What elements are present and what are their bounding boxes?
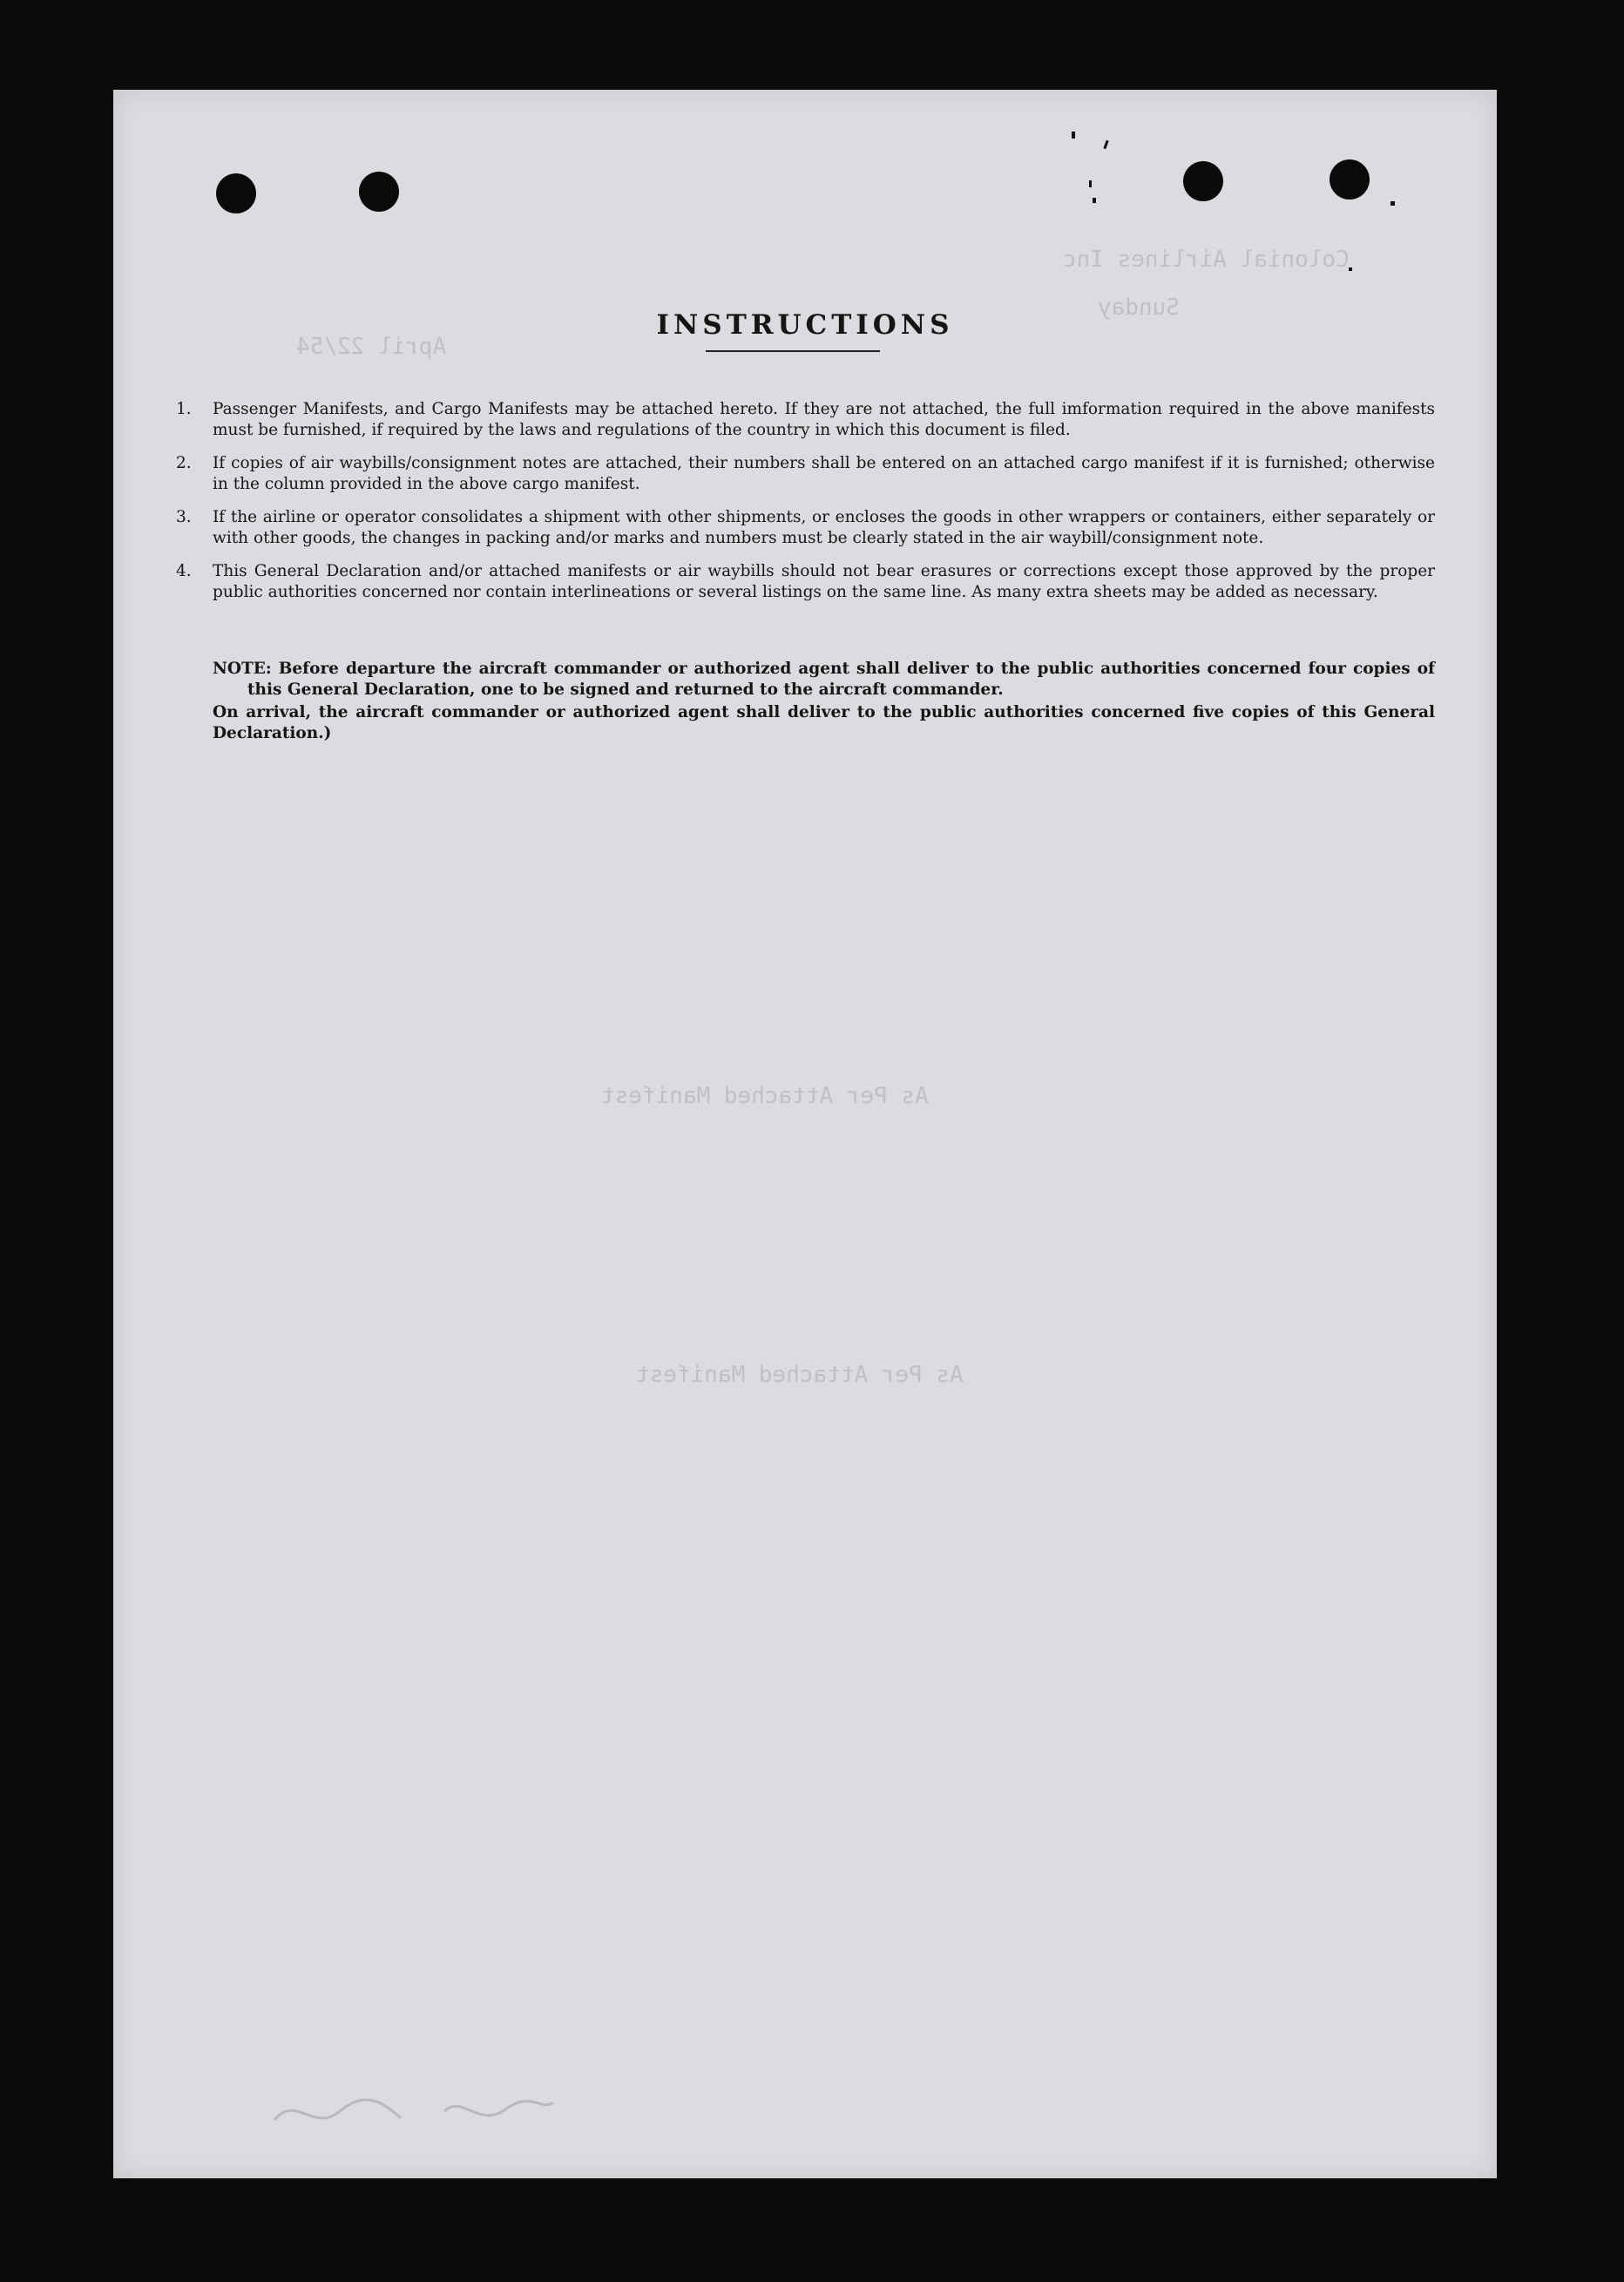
bleed-through-text: April 22/54 <box>296 334 447 360</box>
note-label: NOTE: <box>213 660 272 678</box>
instructions-heading: INSTRUCTIONS <box>656 309 954 341</box>
instruction-number: 2. <box>176 454 192 472</box>
punch-hole-left-2 <box>359 172 399 212</box>
instruction-number: 3. <box>176 508 192 526</box>
faint-signature-mark <box>270 2085 558 2137</box>
punch-hole-right-1 <box>1183 161 1223 201</box>
note-arrival: On arrival, the aircraft commander or authorized agent shall deliver to the public authorities concerned five copies of this General Declaration.) <box>213 703 1435 742</box>
instruction-text: Passenger Manifests, and Cargo Manifests may be attached hereto. If they are not attached, the full imformation required in the above manifests must be furnished, if required by the laws and regulations of the country in which this document is filed. <box>213 400 1435 439</box>
bleed-through-text: Colonial Airlines Inc <box>1063 247 1350 273</box>
note-departure <box>176 659 1435 701</box>
instruction-number: 4. <box>176 562 192 580</box>
instruction-text: If copies of air waybills/consignment notes are attached, their numbers shall be entered on an attached cargo manifest if it is furnished; otherwise in the column provided in the above cargo manifest. <box>213 454 1435 493</box>
instruction-number: 1. <box>176 400 192 418</box>
speck <box>1093 198 1096 203</box>
note-departure-text: Before departure the aircraft commander or authorized agent shall deliver to the public authorities concerned four copies of this General Declaration, one to be signed and returned to the aircraft commander. <box>247 660 1435 699</box>
instruction-item <box>176 399 1435 441</box>
instruction-text: This General Declaration and/or attached manifests or air waybills should not bear erasures or corrections except those approved by the proper public authorities concerned nor contain interlineations or several listings on the same line. As many extra sheets may be added as necessary. <box>213 562 1435 601</box>
heading-underline <box>706 350 880 352</box>
instruction-item <box>176 453 1435 495</box>
note-block <box>176 659 1435 744</box>
instruction-text: If the airline or operator consolidates a shipment with other shipments, or encloses the goods in other wrappers or containers, either separately or with other goods, the changes in packing and/or marks and numbers must be clearly stated in the air waybill/consignment note. <box>213 508 1435 547</box>
speck <box>1072 132 1075 139</box>
document-page <box>113 90 1497 2178</box>
speck <box>1089 180 1092 187</box>
instructions-list <box>176 399 1435 615</box>
instruction-item <box>176 507 1435 549</box>
bleed-through-text: As Per Attached Manifest <box>601 1083 929 1109</box>
bleed-through-text: As Per Attached Manifest <box>636 1362 964 1388</box>
punch-hole-left-1 <box>216 173 256 213</box>
instruction-item <box>176 561 1435 603</box>
speck <box>1103 140 1108 149</box>
bleed-through-text: Sunday <box>1098 295 1180 321</box>
punch-hole-right-2 <box>1330 159 1370 200</box>
speck <box>1391 201 1395 206</box>
